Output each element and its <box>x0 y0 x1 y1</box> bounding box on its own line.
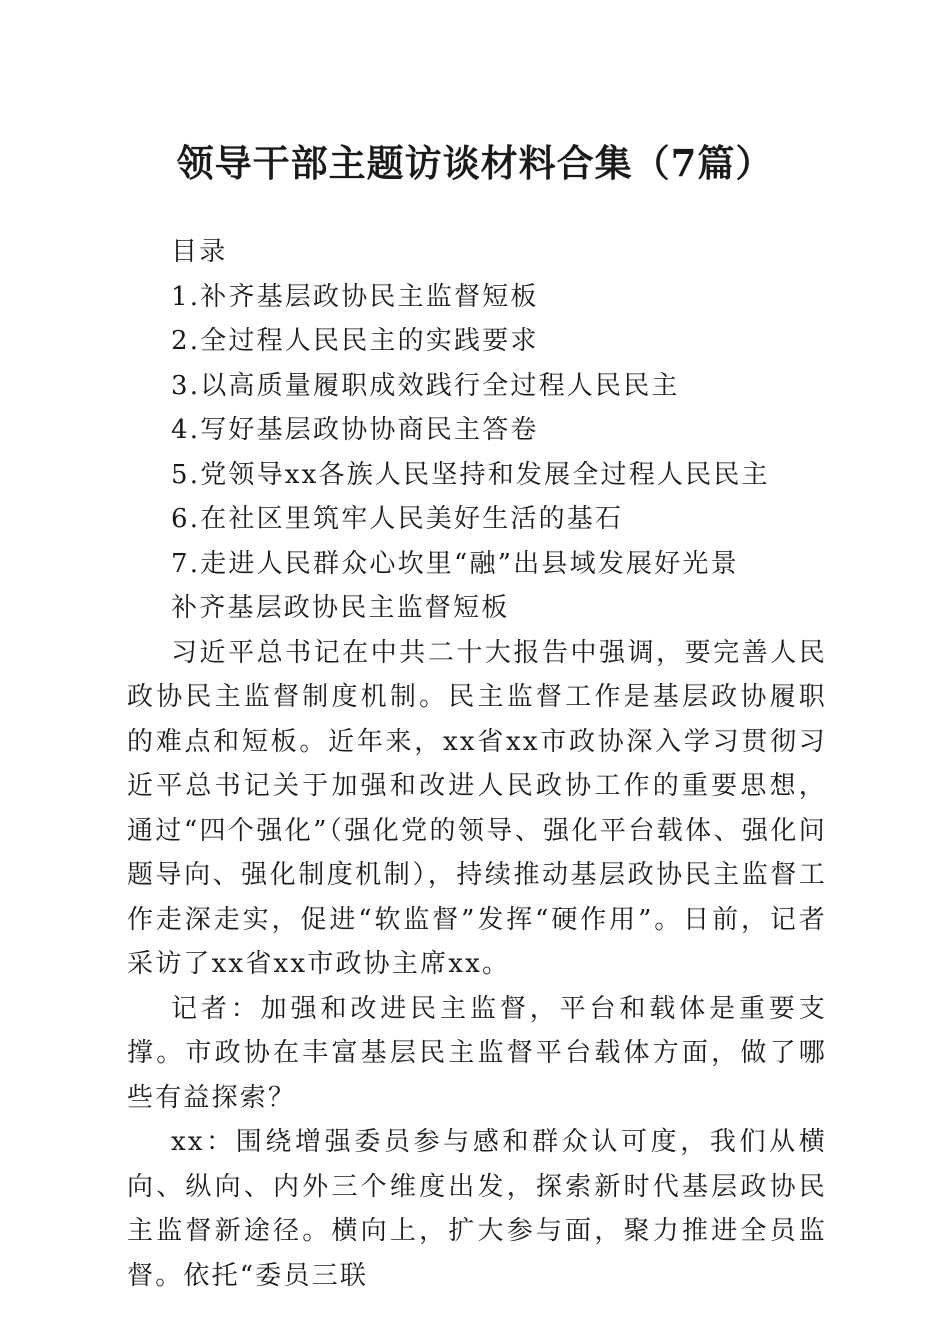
document-body <box>127 230 827 1298</box>
toc-item: 7.走进人民群众心坎里“融”出县域发展好光景 <box>171 548 739 579</box>
body-paragraph: xx：围绕增强委员参与感和群众认可度，我们从横向、纵向、内外三个维度出发，探索新时代基层政协民主监督新途径。横向上，扩大参与面，聚力推进全员监督。依托“委员三联 <box>127 1127 827 1291</box>
body-paragraph: 记者：加强和改进民主监督，平台和载体是重要支撑。市政协在丰富基层民主监督平台载体方面，做了哪些有益探索？ <box>127 993 827 1113</box>
toc-item: 3.以高质量履职成效践行全过程人民民主 <box>171 370 680 401</box>
toc-item: 1.补齐基层政协民主监督短板 <box>171 281 539 312</box>
toc-item: 4.写好基层政协协商民主答卷 <box>171 415 539 445</box>
body-paragraph: 习近平总书记在中共二十大报告中强调，要完善人民政协民主监督制度机制。民主监督工作是基层政协履职的难点和短板。近年来，xx省xx市政协深入学习贯彻习近平总书记关于加强和改进人民政协工作的重要思想，通过“四个强化”（强化党的领导、强化平台载体、强化问题导向、强化制度机制），持续推动基层政协民主监督工作走深走实，促进“软监督”发挥“硬作用”。日前，记者采访了xx省xx市政协主席xx。 <box>127 637 827 979</box>
toc-heading: 目录 <box>171 237 228 267</box>
section-title: 补齐基层政协民主监督短板 <box>171 593 510 623</box>
toc-item: 2.全过程人民民主的实践要求 <box>171 326 539 356</box>
document-title: 领导干部主题访谈材料合集（7篇） <box>176 141 774 185</box>
toc-item: 6.在社区里筑牢人民美好生活的基石 <box>171 504 624 534</box>
toc-item: 5.党领导xx各族人民坚持和发展全过程人民民主 <box>171 459 770 490</box>
